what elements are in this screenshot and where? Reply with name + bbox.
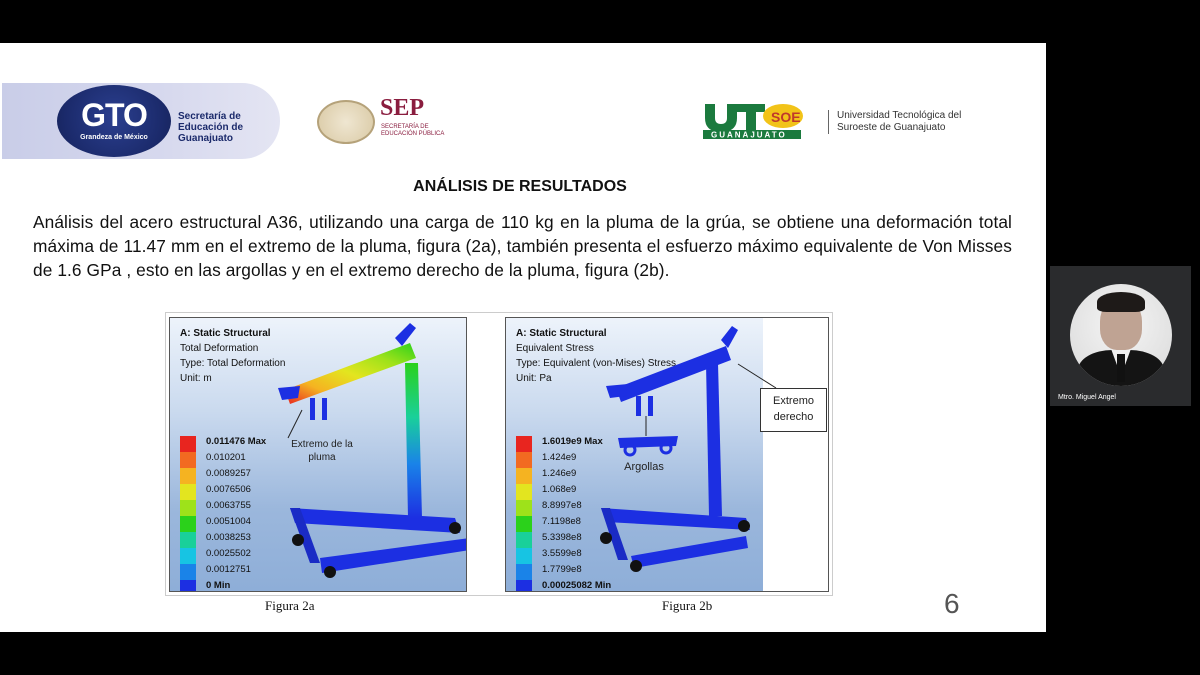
figure-2a-panel: [169, 317, 467, 592]
legend-swatch: [180, 580, 196, 592]
slide-heading: ANÁLISIS DE RESULTADOS: [413, 178, 627, 195]
figure-container: [165, 312, 833, 596]
legend-swatch: [516, 436, 532, 452]
legend-label: 0.0012751: [206, 564, 251, 575]
legend-label: 8.8997e8: [542, 500, 582, 511]
sep-logo-title: SEP: [380, 95, 425, 121]
legend-swatch: [516, 548, 532, 564]
legend-swatch: [180, 532, 196, 548]
legend-label: 0.0076506: [206, 484, 251, 495]
presentation-slide: [0, 43, 1046, 632]
legend-swatch: [516, 532, 532, 548]
figure-2b-line3: Unit: Pa: [516, 373, 552, 384]
legend-swatch: [516, 452, 532, 468]
legend-label: 0.0038253: [206, 532, 251, 543]
legend-swatch: [180, 484, 196, 500]
legend-swatch: [516, 564, 532, 580]
legend-swatch: [180, 452, 196, 468]
legend-label: 3.5599e8: [542, 548, 582, 559]
gto-logo-word: GTO: [81, 97, 147, 133]
legend-label: 0.0025502: [206, 548, 251, 559]
legend-label: 7.1198e8: [542, 516, 581, 527]
figure-2a-line2: Type: Total Deformation: [180, 358, 286, 369]
legend-label: 1.424e9: [542, 452, 577, 463]
legend-label: 0.0063755: [206, 500, 251, 511]
participant-video-tile[interactable]: [1050, 266, 1191, 406]
figure-2b-title: A: Static Structural: [516, 328, 607, 339]
figure-2a-caption: Figura 2a: [265, 598, 315, 613]
legend-label: 0.0089257: [206, 468, 251, 479]
gto-logo-tagline: Grandeza de México: [80, 134, 148, 141]
university-name: Universidad Tecnológica del Suroeste de Guanajuato: [828, 110, 987, 134]
legend-swatch: [516, 468, 532, 484]
legend-label: 5.3398e8: [542, 532, 582, 543]
legend-swatch: [516, 484, 532, 500]
legend-swatch: [516, 500, 532, 516]
legend-swatch: [180, 548, 196, 564]
figure-2b-caption: Figura 2b: [662, 598, 713, 613]
participant-name: Mtro. Miguel Angel: [1058, 394, 1116, 401]
legend-label: 0.011476 Max: [206, 436, 267, 447]
legend-label: 1.7799e8: [542, 564, 582, 575]
legend-swatch: [516, 516, 532, 532]
legend-swatch: [180, 564, 196, 580]
figure-2b-line2: Type: Equivalent (von-Mises) Stress: [516, 358, 677, 369]
gto-banner: [2, 83, 280, 159]
figure-2b-panel: [505, 317, 829, 592]
svg-text:GUANAJUATO: GUANAJUATO: [711, 130, 787, 140]
legend-swatch: [516, 580, 532, 592]
gto-logo: [57, 85, 171, 157]
legend-label: 1.068e9: [542, 484, 577, 495]
legend-label: 0 Min: [206, 580, 231, 591]
legend-label: 0.00025082 Min: [542, 580, 612, 591]
participant-avatar: [1070, 284, 1172, 386]
figure-2a-line3: Unit: m: [180, 373, 212, 384]
svg-text:SOE: SOE: [771, 109, 801, 125]
figure-2b-extremo-callout: Extremo derecho: [760, 388, 827, 432]
figure-2b-argollas-callout: Argollas: [624, 461, 664, 473]
legend-swatch: [180, 436, 196, 452]
mexico-seal-icon: [317, 100, 375, 144]
legend-label: 1.6019e9 Max: [542, 436, 603, 447]
figure-2b-line1: Equivalent Stress: [516, 343, 594, 354]
legend-label: 1.246e9: [542, 468, 577, 479]
figure-2a-callout: Extremo de la pluma: [291, 439, 353, 463]
utsoe-logo: [703, 100, 807, 142]
figure-2a-line1: Total Deformation: [180, 343, 259, 354]
slide-paragraph: Análisis del acero estructural A36, utilizando una carga de 110 kg en la pluma de la grúa, se obtiene una deformación total máxima de 11.47 mm en el extremo de la pluma, figura (2a), también presenta el esfuerzo máximo equivalente de Von Misses de 1.6 GPa , esto en las argollas y en el extremo derecho de la pluma, figura (2b).: [33, 212, 1012, 280]
legend-label: 0.010201: [206, 452, 246, 463]
slide-page-number: 6: [944, 588, 960, 619]
legend-swatch: [180, 468, 196, 484]
gto-department-label: Secretaría de Educación de Guanajuato: [178, 111, 244, 144]
sep-logo-subtitle: SECRETARÍA DE EDUCACIÓN PÚBLICA: [381, 124, 445, 137]
legend-label: 0.0051004: [206, 516, 251, 527]
legend-swatch: [180, 500, 196, 516]
figure-2a-title: A: Static Structural: [180, 328, 271, 339]
legend-swatch: [180, 516, 196, 532]
